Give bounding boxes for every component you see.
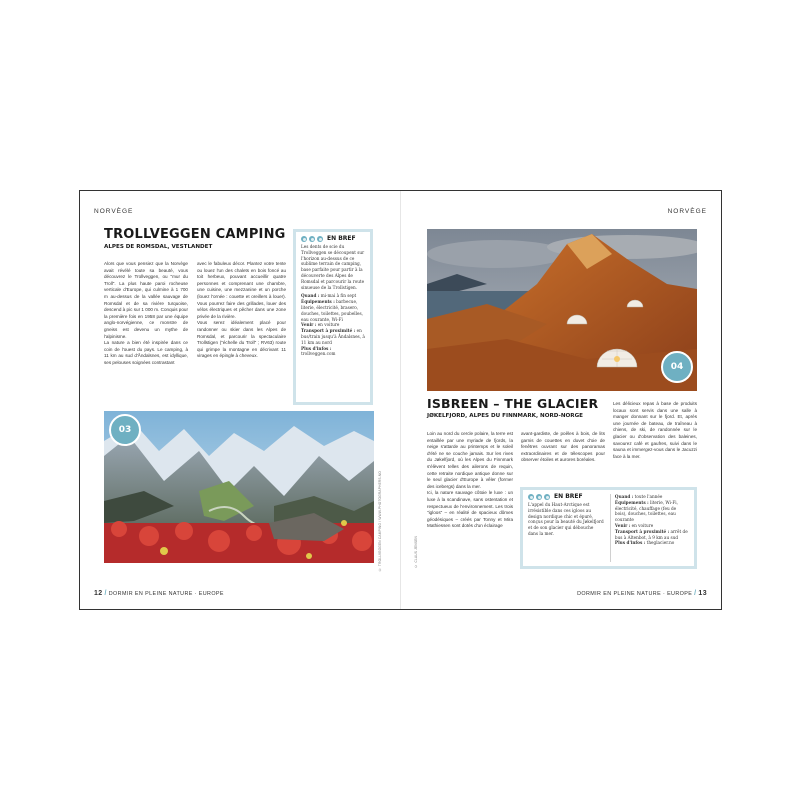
location-number-badge: 04 — [661, 351, 693, 383]
info-box-intro: Les dents de scie du Trollveggen se découpent sur l'horizon au-dessus de ce sublime terrain de camping, base parfaite pour partir à la découverte des Alpes de Romsdal et parcourir la route sinueuse de la Trollstigen. — [301, 244, 365, 290]
country-label-right: NORVÈGE — [667, 208, 707, 215]
info-when: Quand : toute l'année — [614, 494, 663, 499]
gutter — [400, 191, 401, 609]
footer-label-right: DORMIR EN PLEINE NATURE · EUROPE — [577, 591, 693, 597]
info-transport: Transport à proximité : arrêt de bus à Altenbot, à 9 km au sud — [614, 528, 688, 540]
tent-icon — [301, 236, 307, 242]
info-box-title: EN BREF — [327, 235, 356, 243]
info-box-intro: L'appel du Haut-Arctique est irrésistible dans ces igloos au design nordique chic et épuré, conçus pour la beauté du Jøkelfjord et de son glacier qui débouche dans la mer. — [528, 502, 604, 536]
info-box-right-col2 — [610, 494, 689, 562]
body-column-3-right: Les délicieux repas à base de produits locaux sont servis dans une salle à manger donnant sur le fjord. Et, après une journée de bateau, de traîneau à chiens, de ski, de randonnée sur le glacier ou d'observation des baleines, savourez café et gaufres, suivi dans le sauna et immergez-vous dans le Jacuzzi face à la mer. — [613, 401, 697, 459]
footer-slash: / — [104, 590, 107, 597]
info-box-header — [528, 494, 604, 500]
body-column-1-left: Alors que vous pensiez que la Norvège avait révélé toute sa beauté, vous découvrez le Trollveggen, ou "mur du Troll". La plus haute paroi rocheuse verticale d'Europe, qui culmine à 1 700 m au-dessus de la vallée sauvage de Romsdal et de sa rivière turquoise, descend à pic sur 1 000 m. Conquis pour la première fois en 1958 par une équipe anglo-norvégienne, ce monstre de gneiss est devenu un mythe de l'alpinisme. La nature a bien été inspirée dans ce coin de l'ouest du pays. Le camping, à 11 km au sud d'Åndalsnes, est idyllique, ses pelouses soignées contrastant — [104, 261, 188, 365]
info-box-right — [520, 487, 697, 569]
photo-isbreen-igloos — [427, 229, 697, 391]
photo-credit-right: © CLAUS JENSEN — [414, 536, 418, 568]
body-column-2-right: avant-gardiste, de poêles à bois, de lits garnis de couettes en duvet d'oie de fenêtres ouvrant sur des panoramas extraordinaires et de télescopes pour observer étoiles et aurores boréales. — [521, 431, 605, 463]
info-box-title: EN BREF — [554, 493, 583, 501]
country-label-left: NORVÈGE — [94, 208, 134, 215]
info-access: Venir : en voiture — [614, 522, 654, 528]
footer-left — [94, 590, 224, 597]
info-equipment: Équipements : literie, Wi-Fi, électricité, chauffage (feu de bois), douches, toilettes, eau courante — [614, 499, 678, 523]
info-box-header — [301, 236, 365, 242]
footer-slash: / — [694, 590, 697, 597]
location-number-badge: 03 — [109, 414, 141, 446]
mountain-icon — [317, 236, 323, 242]
info-box-left — [293, 229, 373, 405]
info-transport: Transport à proximité : en bus/train jusqu'à Åndalsnes, à 11 km au nord — [301, 328, 365, 345]
footer-label-left: DORMIR EN PLEINE NATURE · EUROPE — [108, 591, 224, 597]
footer-right — [577, 590, 707, 597]
body-column-1-right: Loin au nord du cercle polaire, la terre est entaillée par une myriade de fjords, la neige s'attarde au printemps et le soleil d'été ne se couche jamais. Sur les rives du Jøkelfjord, où les Alpes du Finnmark s'élèvent telles des ailerons de requin, cette retraite nordique antique donne sur le seul glacier d'Europe à vêler (former des icebergs) dans la mer. Ici, la nature sauvage côtoie le luxe : un luxe à la scandinave, sans ostentation et respectueux de l'environnement. Les trois "igloos" – en réalité de spacieux dômes géodésiques – créés par Tonny et Mira Mathiessen sont dotés d'un éclairage — [427, 431, 513, 529]
page-number-right: 13 — [698, 590, 707, 597]
photo-trollveggen-valley — [104, 411, 374, 563]
page-title-left: TROLLVEGGEN CAMPING — [104, 227, 286, 242]
mountain-icon — [544, 494, 550, 500]
book-spread — [79, 190, 722, 610]
page-title-right: ISBREEN – THE GLACIER — [427, 396, 599, 411]
info-website: Plus d'infos : trollveggen.com — [301, 345, 336, 357]
tent-icon — [528, 494, 534, 500]
info-equipment: Équipements : barbecue, literie, électricité, brasero, douches, toilettes, poubelles, eau courante, Wi-Fi — [301, 299, 363, 322]
body-column-2-left: avec le fabuleux décor. Plantez votre tente ou louez l'un des chalets en bois foncé au toit herbeux, pouvant accueillir quatre personnes et comprenant une chambre, une cuisine, une mezzanine et un porche (louez l'ornée : couette et oreillers à louer). Vous pourrez faire des grillades, louer des vélos électriques et pêcher dans une zone privée de la rivière. Vous serez idéalement placé pour randonner ou skier dans les Alpes de Romsdal, et parcourir la spectaculaire Trollstigen ("échelle du Troll" ; RV63) route qui grimpe la montagne en décrivant 11 virages en épingle à cheveux. — [197, 261, 286, 359]
camping-icon — [309, 236, 315, 242]
info-website: Plus d'infos : theglacier.no — [614, 540, 675, 546]
camping-icon — [536, 494, 542, 500]
subtitle-right: JØKELFJORD, ALPES DU FINNMARK, NORD-NORGE — [427, 413, 584, 419]
photo-credit-left: © TROLLVEGGEN CAMPING / WWW.PHOTOGRAPHERS.NO — [378, 471, 382, 572]
subtitle-left: ALPES DE ROMSDAL, VESTLANDET — [104, 244, 213, 250]
info-box-right-col1 — [528, 494, 604, 562]
info-access: Venir : en voiture — [301, 322, 340, 328]
info-when: Quand : mi-mai à fin sept — [301, 293, 357, 299]
page-number-left: 12 — [94, 590, 103, 597]
